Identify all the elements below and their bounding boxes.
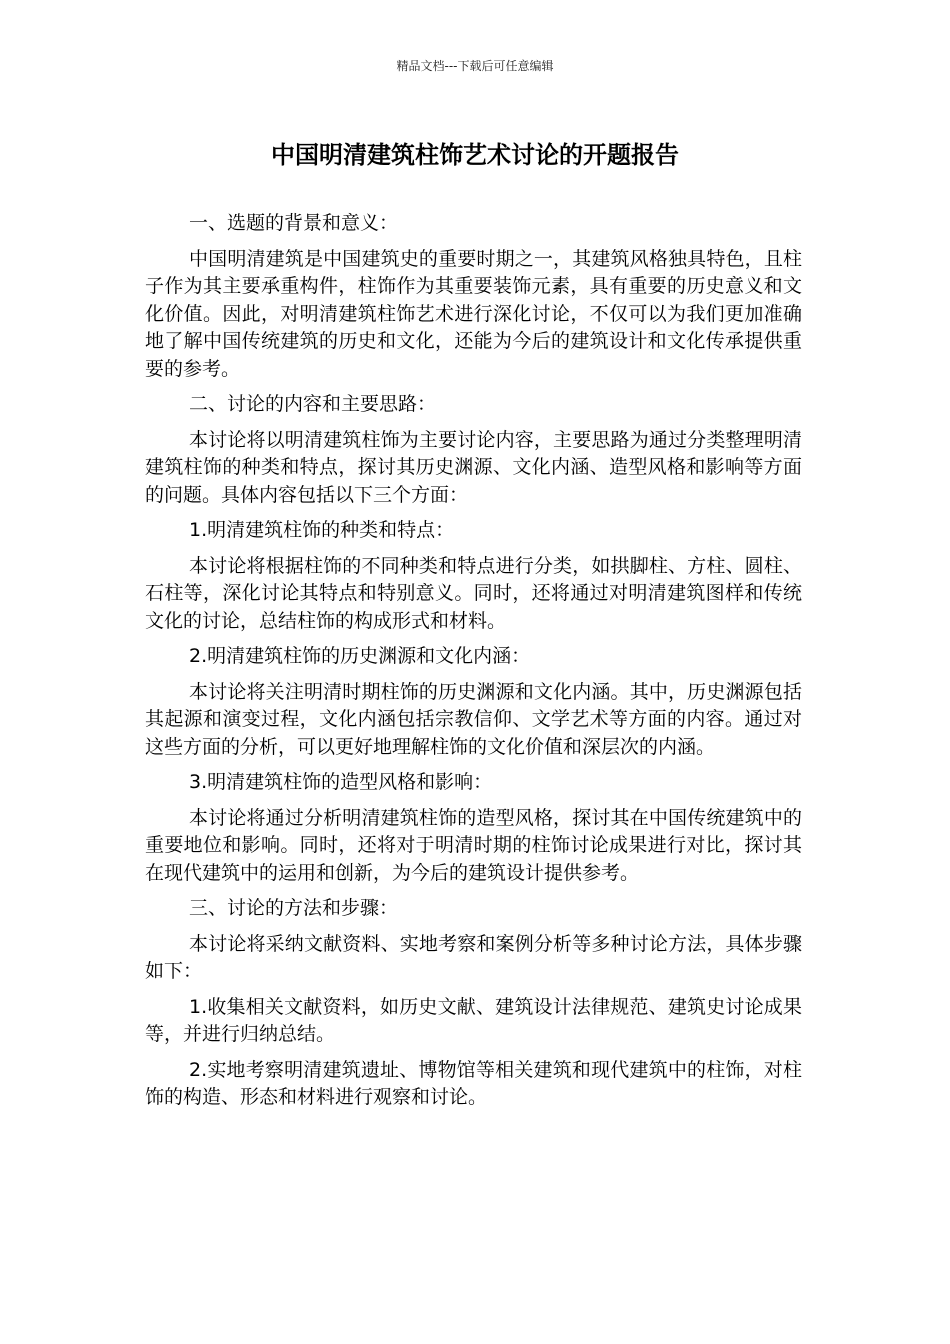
section-heading-background: 一、选题的背景和意义：: [189, 212, 399, 234]
subheading-types: 1.明清建筑柱饰的种类和特点：: [189, 519, 455, 541]
subheading-history: 2.明清建筑柱饰的历史渊源和文化内涵：: [189, 645, 531, 667]
paragraph-style: 本讨论将通过分析明清建筑柱饰的造型风格，探讨其在中国传统建筑中的重要地位和影响。同时，还将对于明清时期的柱饰讨论成果进行对比，探讨其在现代建筑中的运用和创新，为今后的建筑设计提供参考。: [145, 806, 802, 884]
paragraph-methods-intro: 本讨论将采纳文献资料、实地考察和案例分析等多种讨论方法，具体步骤如下：: [145, 932, 802, 982]
step-2: 2.实地考察明清建筑遗址、博物馆等相关建筑和现代建筑中的柱饰，对柱饰的构造、形态和材料进行观察和讨论。: [145, 1058, 802, 1108]
subheading-style: 3.明清建筑柱饰的造型风格和影响：: [189, 771, 493, 793]
paragraph-history: 本讨论将关注明清时期柱饰的历史渊源和文化内涵。其中，历史渊源包括其起源和演变过程，文化内涵包括宗教信仰、文学艺术等方面的内容。通过对这些方面的分析，可以更好地理解柱饰的文化价值和深层次的内涵。: [145, 680, 802, 758]
section-heading-methods: 三、讨论的方法和步骤：: [189, 897, 399, 919]
step-1: 1.收集相关文献资料，如历史文献、建筑设计法律规范、建筑史讨论成果等，并进行归纳总结。: [145, 995, 802, 1045]
document-body: [145, 210, 802, 1120]
paragraph-types: 本讨论将根据柱饰的不同种类和特点进行分类，如拱脚柱、方柱、圆柱、石柱等，深化讨论其特点和特别意义。同时，还将通过对明清建筑图样和传统文化的讨论，总结柱饰的构成形式和材料。: [145, 554, 802, 632]
paragraph-content-intro: 本讨论将以明清建筑柱饰为主要讨论内容，主要思路为通过分类整理明清建筑柱饰的种类和特点，探讨其历史渊源、文化内涵、造型风格和影响等方面的问题。具体内容包括以下三个方面：: [145, 428, 802, 506]
document-title: 中国明清建筑柱饰艺术讨论的开题报告: [271, 141, 679, 169]
section-heading-content: 二、讨论的内容和主要思路：: [189, 393, 437, 415]
page-header: 精品文档---下载后可任意编辑: [396, 59, 554, 73]
paragraph-background: 中国明清建筑是中国建筑史的重要时期之一，其建筑风格独具特色，且柱子作为其主要承重构件，柱饰作为其重要装饰元素，具有重要的历史意义和文化价值。因此，对明清建筑柱饰艺术进行深化讨论，不仅可以为我们更加准确地了解中国传统建筑的历史和文化，还能为今后的建筑设计和文化传承提供重要的参考。: [145, 247, 802, 380]
